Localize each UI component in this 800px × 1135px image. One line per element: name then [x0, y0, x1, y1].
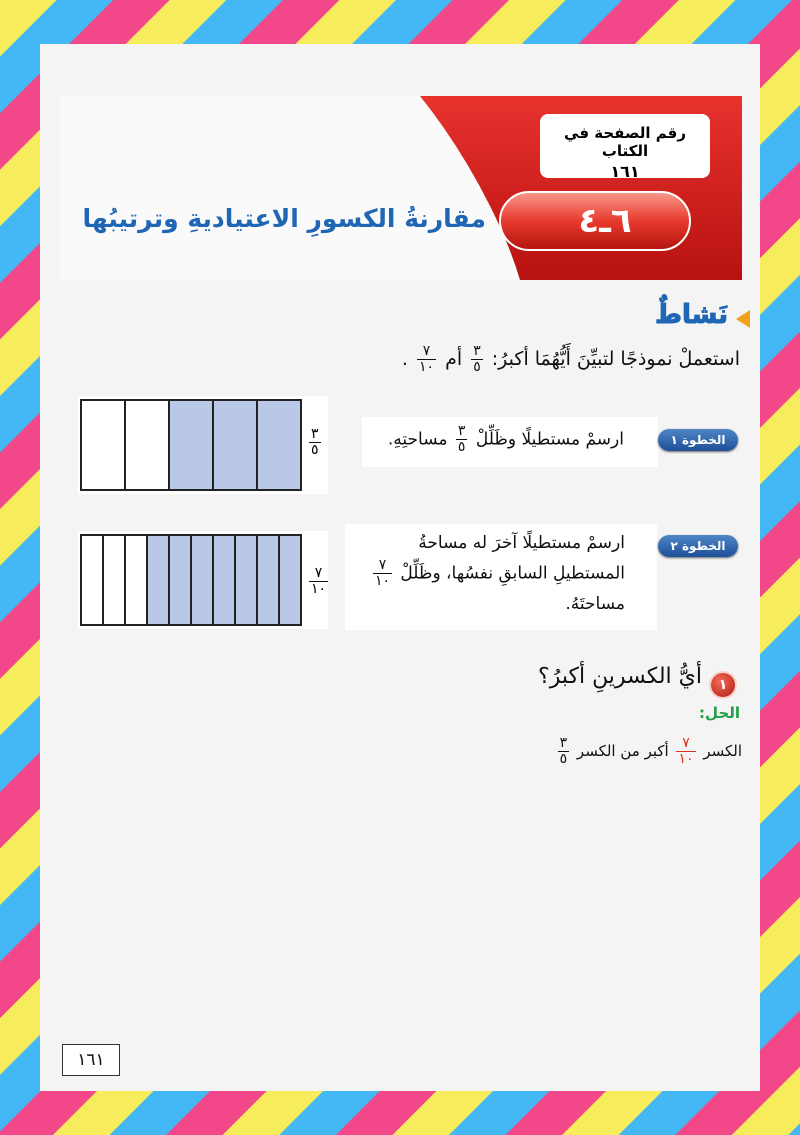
denominator: ١٠: [419, 359, 435, 375]
step1-text-before: ارسمْ مستطيلًا وظَلِّلْ: [475, 429, 624, 450]
step2-line1: ارسمْ مستطيلًا آخرَ له مساحةُ: [418, 533, 625, 553]
fraction-seven-tenths: [417, 344, 436, 375]
page: [40, 44, 760, 1091]
model-part: [256, 536, 278, 624]
model-ten-parts: [80, 534, 302, 626]
numerator: ٧: [676, 736, 695, 752]
intro-text: استعملْ نموذجًا لتبيِّنَ أَيُّهُمَا أكبرُ:: [491, 348, 740, 370]
or-word: أم: [445, 348, 463, 370]
activity-label: نَشاطٌ: [655, 300, 728, 330]
model-part: [82, 536, 102, 624]
model-part: [102, 536, 124, 624]
denominator: ١٠: [311, 581, 327, 597]
denominator: ١٠: [678, 751, 694, 767]
denominator: ٥: [473, 359, 481, 375]
step2-instruction: [345, 528, 625, 619]
step2-line2: [345, 558, 625, 589]
denominator: ٥: [559, 751, 568, 767]
lesson-header: [60, 96, 742, 280]
activity-heading: [600, 300, 750, 336]
model-part: [124, 401, 168, 489]
model-part: [212, 536, 234, 624]
model-part: [146, 536, 168, 624]
book-page-reference: [540, 114, 710, 181]
lesson-number: ٦ـ٤: [578, 201, 632, 241]
model-part: [256, 401, 300, 489]
denominator: ٥: [311, 442, 319, 458]
numerator: ٣: [559, 735, 568, 751]
triangle-arrow-icon: [736, 310, 750, 328]
solution-answer: [480, 736, 742, 767]
step2-text-before: المستطيلِ السابقِ نفسُها، وظَلِّلْ: [400, 563, 625, 584]
step1-instruction: [362, 424, 624, 455]
fraction-seven-tenths: [309, 566, 328, 597]
model-part: [82, 401, 124, 489]
model-part: [190, 536, 212, 624]
model-part: [212, 401, 256, 489]
fraction-seven-tenths: [373, 558, 392, 589]
numerator: ٣: [311, 426, 319, 442]
lesson-title: مقارنةُ الكسورِ الاعتياديةِ وترتيبُها: [82, 204, 486, 233]
model-five-parts: [80, 399, 302, 491]
answer-start: الكسر: [703, 742, 742, 760]
numerator: ٧: [309, 566, 328, 582]
model-part: [168, 536, 190, 624]
numerator: ٣: [473, 343, 481, 359]
denominator: ١٠: [374, 573, 390, 589]
solution-label: الحل:: [699, 704, 740, 722]
intro-line: [380, 344, 740, 375]
fraction-three-fifths: [309, 427, 321, 458]
answer-mid: أكبر من الكسر: [576, 742, 669, 760]
numerator: ٧: [417, 344, 436, 360]
step2-badge: الخطوة ٢: [658, 535, 738, 557]
step1-text-after: مساحتِهِ.: [387, 429, 448, 450]
fraction-seven-tenths: [676, 736, 695, 767]
question-number: ١: [711, 673, 735, 697]
page-ref-label: رقم الصفحة في الكتاب: [564, 124, 686, 160]
page-ref-number: ١٦١: [610, 162, 640, 181]
model-part: [234, 536, 256, 624]
model-part: [168, 401, 212, 489]
model1-label: [306, 427, 324, 458]
step1-badge: الخطوة ١: [658, 429, 738, 451]
step2-line3: مساحتَهُ.: [565, 594, 625, 614]
model2-label: [306, 566, 331, 597]
numerator: ٣: [457, 423, 466, 439]
numerator: ٧: [373, 558, 392, 574]
fraction-three-fifths: [471, 344, 483, 375]
model-part: [124, 536, 146, 624]
page-number: ١٦١: [62, 1044, 120, 1076]
model-part: [278, 536, 300, 624]
intro-end: .: [401, 348, 408, 370]
question-text: أيُّ الكسرينِ أكبرُ؟: [538, 664, 702, 689]
denominator: ٥: [457, 439, 466, 455]
fraction-three-fifths: [558, 736, 570, 767]
fraction-three-fifths: [456, 424, 468, 455]
